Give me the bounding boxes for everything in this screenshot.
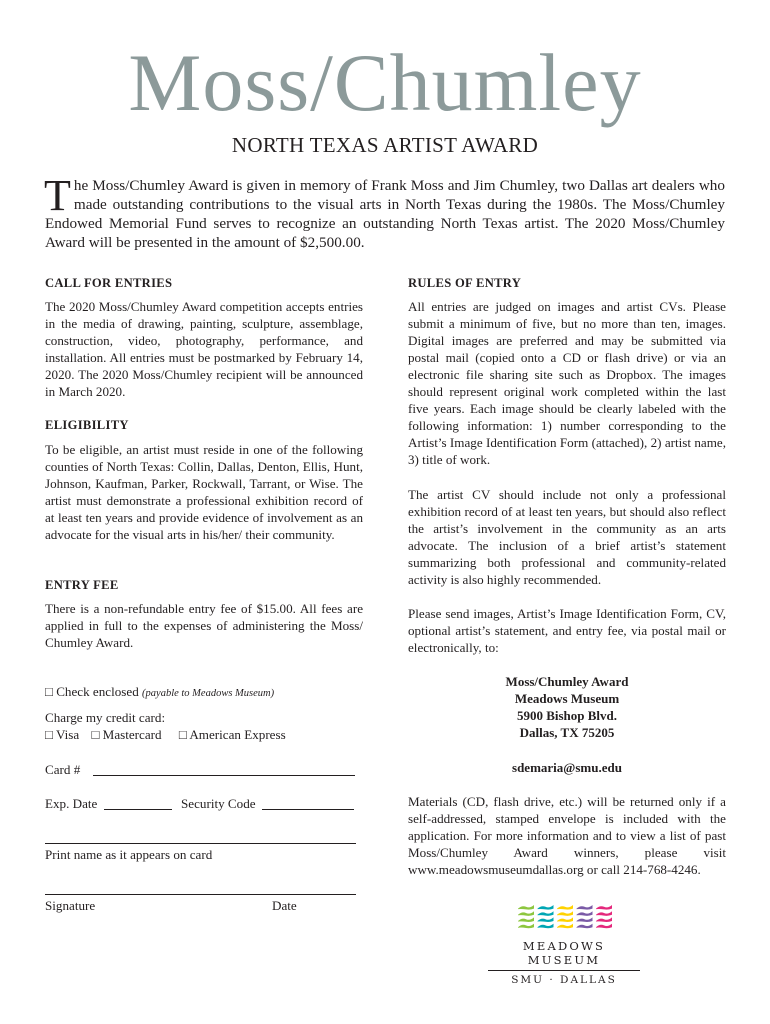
checkbox-icon[interactable]: □ [45,684,53,699]
amex-label: American Express [189,727,286,742]
check-note: (payable to Meadows Museum) [142,688,275,699]
exp-date-label: Exp. Date [45,796,98,811]
exp-date-field[interactable] [104,809,172,810]
mastercard-option[interactable] [91,727,161,742]
card-number-field[interactable] [93,775,355,776]
logo-stripe [596,917,612,922]
charge-card-label: Charge my credit card: [45,710,166,725]
signature-field[interactable] [45,894,356,895]
logo-stripe [538,917,554,922]
entry-fee-heading: ENTRY FEE [45,578,119,592]
print-name-label: Print name as it appears on card [45,847,213,862]
check-option[interactable] [45,683,274,702]
card-type-options [45,726,365,743]
logo-stripe [577,905,593,910]
checkbox-icon[interactable]: □ [91,727,100,742]
address-line: 5900 Bishop Blvd. [516,708,618,723]
logo-stripe [577,924,593,929]
checkbox-icon[interactable]: □ [45,727,53,742]
logo-stripe [538,924,554,929]
logo-stripe [518,911,534,916]
logo-divider [488,970,640,971]
entry-fee-text: There is a non-refundable entry fee of $15.00. All fees are applied in full to the expenses of administering the Moss/ Chumley Award. [45,601,363,650]
visa-label: Visa [55,727,80,742]
logo-name: MEADOWS MUSEUM [522,939,606,967]
security-code-label: Security Code [181,796,256,811]
logo-stripe [518,917,534,922]
page-subtitle: NORTH TEXAS ARTIST AWARD [231,133,539,157]
intro-text: he Moss/Chumley Award is given in memory of Frank Moss and Jim Chumley, two Dallas art dealers who made outstanding contributions to the visual arts in North Texas during the 1980s. The Moss/Chumley Endowed Memorial Fund serves to recognize an outstanding North Texas artist. The 2020 Moss/Chumley Award will be presented in the amount of $2,500.00. [45,177,725,251]
mastercard-label: Mastercard [102,727,162,742]
send-instructions-text: Please send images, Artist’s Image Identification Form, CV, optional artist’s statement, and entry fee, via postal mail or electronically, to: [408,606,726,655]
address-line: Dallas, TX 75205 [519,725,615,740]
rules-of-entry-heading: RULES OF ENTRY [408,276,522,290]
card-number-label: Card # [45,762,81,777]
eligibility-text: To be eligible, an artist must reside in one of the following counties of North Texas: Collin, Dallas, Denton, Ellis, Hunt, Johnson, Kaufman, Parker, Rockwall, Tarrant, or Wise. The artist must demonstrate a professional exhibition record of at least ten years and provide evidence of involvement as an advocate for the visual arts in his/her/ their community. [45,442,363,542]
call-for-entries-heading: CALL FOR ENTRIES [45,276,173,290]
eligibility-heading: ELIGIBILITY [45,418,129,432]
security-code-field[interactable] [262,809,354,810]
call-for-entries-text: The 2020 Moss/Chumley Award competition accepts entries in the media of drawing, painting, sculpture, assemblage, construction, video, photography, performance, and installation. All entries must be postmarked by February 14, 2020. The 2020 Moss/Chumley recipient will be announced in March 2020. [45,299,363,399]
logo-stripe [518,905,534,910]
logo-stripe [557,924,573,929]
logo-arches-icon [488,903,640,931]
check-enclosed-label: Check enclosed [56,684,139,699]
logo-stripe [596,911,612,916]
page-title: Moss/Chumley [128,37,642,128]
checkbox-icon[interactable]: □ [178,727,187,742]
logo-stripe [557,917,573,922]
mailing-address [408,673,726,741]
meadows-museum-logo [488,903,640,986]
address-line: Moss/Chumley Award [505,674,629,689]
address-line: Meadows Museum [514,691,620,706]
visa-option[interactable] [45,727,79,742]
logo-stripe [518,924,534,929]
drop-cap: T [44,171,71,220]
materials-text: Materials (CD, flash drive, etc.) will be returned only if a self-addressed, stamped envelope is included with the application. For more information and to view a list of past Moss/Chumley Award winners, please visit www.meadowsmuseumdallas.org or call 214-768-4246. [408,794,726,877]
logo-stripe [596,905,612,910]
logo-stripe [577,917,593,922]
print-name-field[interactable] [45,843,356,844]
amex-option[interactable] [179,727,286,742]
contact-email[interactable]: sdemaria@smu.edu [512,760,622,775]
signature-label: Signature [45,898,96,913]
logo-stripe [538,905,554,910]
logo-stripe [538,911,554,916]
logo-sub: SMU · DALLAS [511,974,617,986]
logo-stripe [596,924,612,929]
logo-stripe [557,905,573,910]
logo-stripe [577,911,593,916]
intro-paragraph [44,171,725,252]
logo-stripe [557,911,573,916]
rules-of-entry-text: All entries are judged on images and artist CVs. Please submit a minimum of five, but no more than ten, images. Digital images are preferred and may be submitted via postal mail (copied onto a CD or flash drive) or via an electronic file sharing site such as Dropbox. The images should represent original work completed within the last five years. Each image should be clearly labeled with the following information: 1) number corresponding to the Artist’s Image Identification Form (attached), 2) artist name, 3) title of work. [408,299,726,467]
artist-cv-text: The artist CV should include not only a professional exhibition record of at least ten years, but should also reflect the artist’s involvement in the community as an arts advocate. The inclusion of a brief artist’s statement summarizing both professional and community-related activity is also highly recommended. [408,487,726,587]
date-label: Date [272,898,297,913]
